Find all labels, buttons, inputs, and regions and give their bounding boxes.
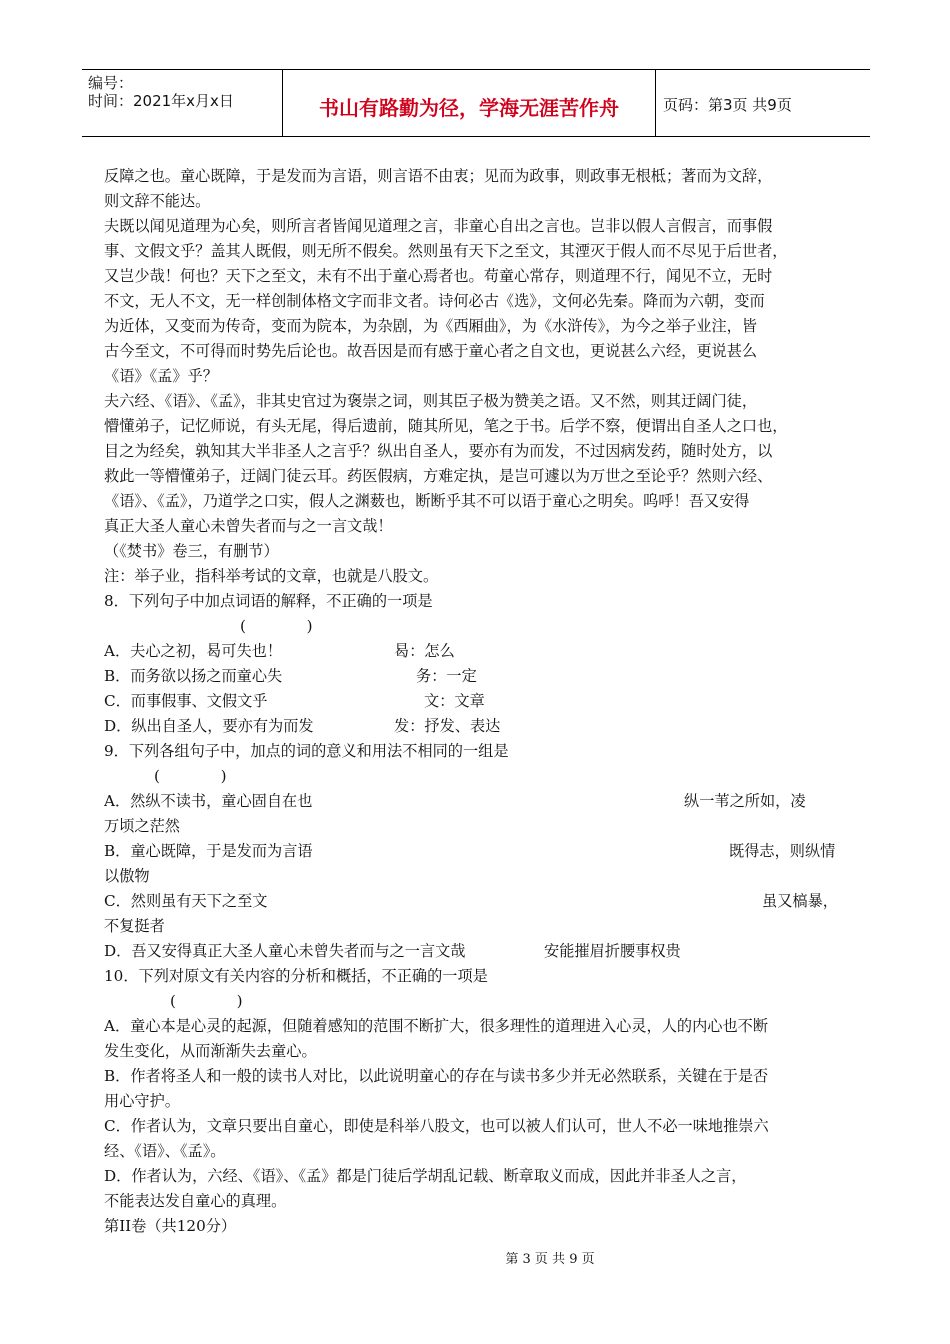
option-text: B．童心既障，于是发而为言语 — [104, 842, 313, 860]
option-gloss: 发：抒发、表达 — [394, 717, 501, 735]
question-8-stem: 8．下列句子中加点词语的解释，不正确的一项是 — [104, 592, 433, 610]
option-row — [104, 689, 856, 714]
option-continuation: 万顷之茫然 — [104, 817, 180, 835]
header-motto-cell — [282, 70, 656, 136]
text-line: 又岂少哉！何也？天下之至文，未有不出于童心焉者也。苟童心常存，则道理不行，闻见不立，无时 — [104, 267, 773, 285]
text-line: 懵懂弟子，记忆师说，有头无尾，得后遗前，随其所见，笔之于书。后学不察，便谓出自圣人之口也， — [104, 417, 788, 435]
option-line: C．作者认为，文章只要出自童心，即使是科举八股文，也可以被人们认可，世人不必一味地推崇六 — [104, 1117, 769, 1135]
document-body — [104, 164, 856, 1239]
footer-page-number: 第 3 页 共 9 页 — [505, 1252, 595, 1267]
option-row — [104, 889, 856, 914]
answer-blank: ( ) — [240, 617, 313, 635]
option-line: 发生变化，从而渐渐失去童心。 — [104, 1042, 317, 1060]
question-10-stem: 10．下列对原文有关内容的分析和概括，不正确的一项是 — [104, 967, 488, 985]
option-row — [104, 939, 856, 964]
annotation-note: 注：举子业，指科举考试的文章，也就是八股文。 — [104, 567, 439, 585]
option-line: B．作者将圣人和一般的读书人对比，以此说明童心的存在与读书多少并无必然联系，关键在于是否 — [104, 1067, 769, 1085]
option-continuation: 以傲物 — [104, 867, 150, 885]
motto: 书山有路勤为径，学海无涯苦作舟 — [319, 96, 619, 120]
option-line: 用心守护。 — [104, 1092, 180, 1110]
text-line: 事、文假文乎？盖其人既假，则无所不假矣。然则虽有天下之至文，其湮灭于假人而不尽见于后世者， — [104, 242, 788, 260]
option-row — [104, 639, 856, 664]
option-row — [104, 714, 856, 739]
header-table — [82, 69, 870, 137]
page-label: 页码：第3页 共9页 — [663, 96, 792, 114]
option-text: B．而务欲以扬之而童心失 — [104, 667, 283, 685]
question-9-stem: 9．下列各组句子中，加点的词的意义和用法不相同的一组是 — [104, 742, 509, 760]
source-note: （《焚书》卷三，有删节） — [104, 542, 279, 560]
option-compare: 纵一苇之所如，凌 — [684, 792, 806, 810]
header-meta-cell — [82, 70, 282, 136]
option-gloss: 文：文章 — [424, 692, 485, 710]
option-text: C．然则虽有天下之至文 — [104, 892, 268, 910]
text-line: 为近体，又变而为传奇，变而为院本，为杂剧，为《西厢曲》，为《水浒传》，为今之举子业注，皆 — [104, 317, 758, 335]
answer-blank: ( ) — [154, 767, 227, 785]
option-gloss: 曷：怎么 — [394, 642, 455, 660]
option-compare: 安能摧眉折腰事权贵 — [544, 942, 681, 960]
option-compare: 虽又槁暴， — [762, 892, 838, 910]
text-line: 《语》、《孟》，乃道学之口实，假人之渊薮也，断断乎其不可以语于童心之明矣。呜呼！吾又安得 — [104, 492, 750, 510]
date-label: 时间：2021年x月x日 — [88, 92, 234, 110]
text-line: 反障之也。童心既障，于是发而为言语，则言语不由衷；见而为政事，则政事无根柢；著而为文辞， — [104, 167, 773, 185]
option-row — [104, 664, 856, 689]
answer-blank: ( ) — [170, 992, 243, 1010]
option-gloss: 务：一定 — [416, 667, 477, 685]
option-compare: 既得志，则纵情 — [729, 842, 836, 860]
option-line: 经、《语》、《孟》。 — [104, 1142, 226, 1160]
text-line: 不文，无人不文，无一样创制体格文字而非文者。诗何必古《选》，文何必先秦。降而为六朝，变而 — [104, 292, 765, 310]
option-line: A．童心本是心灵的起源，但随着感知的范围不断扩大，很多理性的道理进入心灵，人的内心也不断 — [104, 1017, 769, 1035]
text-line: 《语》《孟》乎？ — [104, 367, 218, 385]
text-line: 真正大圣人童心未曾失者而与之一言文哉！ — [104, 517, 393, 535]
option-text: A．夫心之初，曷可失也！ — [104, 642, 283, 660]
text-line: 则文辞不能达。 — [104, 192, 211, 210]
text-line: 救此一等懵懂弟子，迂阔门徒云耳。药医假病，方难定执，是岂可遽以为万世之至论乎？然则六经、 — [104, 467, 773, 485]
option-row — [104, 839, 856, 864]
text-line: 夫六经、《语》、《孟》，非其史官过为褒崇之词，则其臣子极为赞美之语。又不然，则其迂阔门徒， — [104, 392, 758, 410]
option-text: C．而事假事、文假文乎 — [104, 692, 268, 710]
text-line: 目之为经矣，孰知其大半非圣人之言乎？纵出自圣人，要亦有为而发，不过因病发药，随时处方，以 — [104, 442, 773, 460]
section-heading: 第II卷（共120分） — [104, 1217, 237, 1235]
number-label: 编号： — [88, 74, 134, 92]
page-footer — [0, 1248, 950, 1267]
option-text: A．然纵不读书，童心固自在也 — [104, 792, 313, 810]
option-row — [104, 789, 856, 814]
option-line: D．作者认为，六经、《语》、《孟》都是门徒后学胡乱记载、断章取义而成，因此并非圣人之言， — [104, 1167, 747, 1185]
header-page-cell — [655, 70, 870, 136]
text-line: 古今至文，不可得而时势先后论也。故吾因是而有感于童心者之自文也，更说甚么六经，更说甚么 — [104, 342, 758, 360]
option-line: 不能表达发自童心的真理。 — [104, 1192, 287, 1210]
option-text: D．纵出自圣人，要亦有为而发 — [104, 717, 314, 735]
option-continuation: 不复挺者 — [104, 917, 165, 935]
text-line: 夫既以闻见道理为心矣，则所言者皆闻见道理之言，非童心自出之言也。岂非以假人言假言，而事假 — [104, 217, 773, 235]
option-text: D．吾又安得真正大圣人童心未曾失者而与之一言文哉 — [104, 942, 466, 960]
